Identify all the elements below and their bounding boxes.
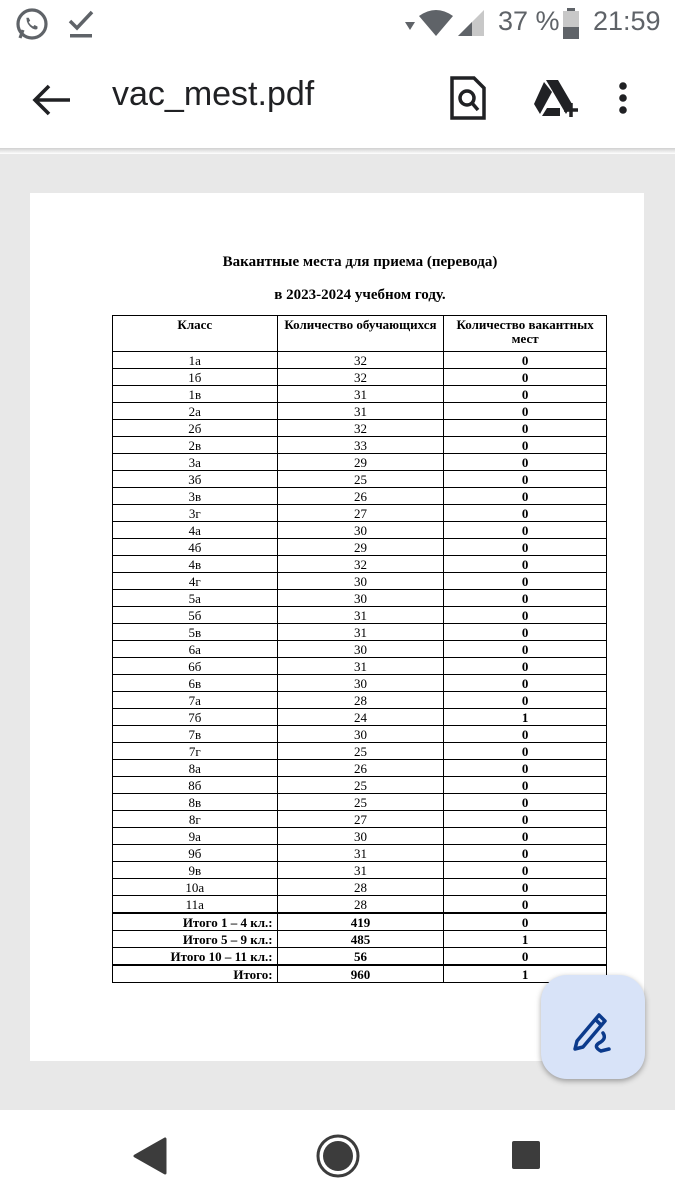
vacancies-cell: 0: [444, 539, 607, 556]
table-row: [113, 658, 607, 675]
class-cell: 1б: [113, 369, 278, 386]
vacancies-cell: 0: [444, 556, 607, 573]
edit-pen-icon: [541, 975, 645, 1079]
class-cell: 6б: [113, 658, 278, 675]
drive-add-icon[interactable]: [530, 72, 578, 124]
vacancies-cell: 0: [444, 760, 607, 777]
table-body: [113, 352, 607, 983]
vacancies-cell: 0: [444, 828, 607, 845]
class-cell: 8б: [113, 777, 278, 794]
document-title-line2: в 2023-2024 учебном году.: [274, 287, 446, 303]
class-cell: 8а: [113, 760, 278, 777]
total-students: 56: [277, 948, 444, 966]
class-cell: 4а: [113, 522, 278, 539]
total-label: Итого 5 – 9 кл.:: [113, 931, 278, 948]
students-cell: 32: [277, 420, 444, 437]
class-cell: 9в: [113, 862, 278, 879]
class-cell: 5б: [113, 607, 278, 624]
nav-recents-icon[interactable]: [510, 1139, 542, 1171]
table-row: [113, 437, 607, 454]
class-cell: 3б: [113, 471, 278, 488]
table-row: [113, 777, 607, 794]
table-row: [113, 488, 607, 505]
class-cell: 1а: [113, 352, 278, 369]
table-row: [113, 692, 607, 709]
vacancies-cell: 0: [444, 607, 607, 624]
annotate-fab[interactable]: [541, 975, 645, 1079]
vacancies-cell: 0: [444, 573, 607, 590]
total-students: 485: [277, 931, 444, 948]
table-row: [113, 590, 607, 607]
vacancies-cell: 0: [444, 505, 607, 522]
more-vert-icon[interactable]: [610, 72, 636, 124]
students-cell: 25: [277, 471, 444, 488]
table-row: [113, 828, 607, 845]
battery-percent: 37 %: [498, 6, 560, 36]
table-row: [113, 811, 607, 828]
whatsapp-icon: [14, 6, 50, 42]
table-row: [113, 607, 607, 624]
table-row: [113, 726, 607, 743]
students-cell: 31: [277, 403, 444, 420]
students-cell: 31: [277, 845, 444, 862]
class-cell: 5в: [113, 624, 278, 641]
vacancies-cell: 0: [444, 488, 607, 505]
vacancies-cell: 0: [444, 386, 607, 403]
cell-signal-icon: [456, 9, 486, 37]
students-cell: 24: [277, 709, 444, 726]
class-cell: 6а: [113, 641, 278, 658]
students-cell: 30: [277, 573, 444, 590]
students-cell: 25: [277, 794, 444, 811]
vacancies-cell: 0: [444, 726, 607, 743]
table-row: [113, 454, 607, 471]
battery-icon: [562, 8, 580, 40]
table-row: [113, 862, 607, 879]
class-cell: 11а: [113, 896, 278, 914]
students-cell: 32: [277, 556, 444, 573]
vacancies-cell: 0: [444, 437, 607, 454]
students-cell: 26: [277, 488, 444, 505]
total-vacancies: 0: [444, 948, 607, 966]
total-students: 419: [277, 913, 444, 931]
table-row: [113, 369, 607, 386]
class-cell: 4в: [113, 556, 278, 573]
vacancies-cell: 0: [444, 777, 607, 794]
table-row: [113, 471, 607, 488]
header-students: Количество обучающихся: [277, 316, 444, 352]
class-cell: 5а: [113, 590, 278, 607]
total-label: Итого:: [113, 965, 278, 983]
class-cell: 7б: [113, 709, 278, 726]
vacancies-cell: 0: [444, 522, 607, 539]
status-bar: [0, 0, 675, 48]
total-row: [113, 913, 607, 931]
vacancies-cell: 0: [444, 845, 607, 862]
class-cell: 3а: [113, 454, 278, 471]
students-cell: 30: [277, 522, 444, 539]
class-cell: 4г: [113, 573, 278, 590]
total-label: Итого 1 – 4 кл.:: [113, 913, 278, 931]
table-row: [113, 505, 607, 522]
table-row: [113, 420, 607, 437]
students-cell: 27: [277, 811, 444, 828]
table-row: [113, 794, 607, 811]
table-row: [113, 556, 607, 573]
wifi-icon: [418, 8, 454, 38]
table-row: [113, 539, 607, 556]
class-cell: 7г: [113, 743, 278, 760]
table-row: [113, 573, 607, 590]
table-row: [113, 879, 607, 896]
class-cell: 8г: [113, 811, 278, 828]
vacancies-cell: 0: [444, 403, 607, 420]
table-header-row: [113, 316, 607, 352]
total-vacancies: 1: [444, 965, 607, 983]
vacancies-cell: 0: [444, 420, 607, 437]
vacancies-cell: 0: [444, 369, 607, 386]
students-cell: 31: [277, 658, 444, 675]
file-title: vac_mest.pdf: [112, 75, 315, 113]
total-label: Итого 10 – 11 кл.:: [113, 948, 278, 966]
vacancies-table: [112, 315, 607, 983]
clock: 21:59: [593, 6, 661, 36]
download-done-icon: [66, 8, 96, 40]
vacancies-cell: 0: [444, 879, 607, 896]
table-row: [113, 896, 607, 914]
class-cell: 9б: [113, 845, 278, 862]
total-vacancies: 1: [444, 931, 607, 948]
students-cell: 30: [277, 590, 444, 607]
table-row: [113, 641, 607, 658]
students-cell: 32: [277, 369, 444, 386]
table-row: [113, 709, 607, 726]
students-cell: 25: [277, 743, 444, 760]
total-vacancies: 0: [444, 913, 607, 931]
back-arrow-icon[interactable]: [30, 80, 74, 120]
students-cell: 27: [277, 505, 444, 522]
students-cell: 30: [277, 726, 444, 743]
students-cell: 28: [277, 692, 444, 709]
class-cell: 6в: [113, 675, 278, 692]
students-cell: 28: [277, 879, 444, 896]
vacancies-cell: 0: [444, 454, 607, 471]
vacancies-cell: 0: [444, 743, 607, 760]
class-cell: 4б: [113, 539, 278, 556]
students-cell: 31: [277, 862, 444, 879]
class-cell: 7а: [113, 692, 278, 709]
vacancies-cell: 0: [444, 692, 607, 709]
vacancies-cell: 0: [444, 896, 607, 914]
students-cell: 31: [277, 607, 444, 624]
students-cell: 29: [277, 539, 444, 556]
total-row: [113, 965, 607, 983]
total-students: 960: [277, 965, 444, 983]
class-cell: 8в: [113, 794, 278, 811]
table-row: [113, 624, 607, 641]
document-title-line1: Вакантные места для приема (перевода): [222, 254, 498, 270]
vacancies-cell: 0: [444, 811, 607, 828]
vacancies-cell: 0: [444, 624, 607, 641]
students-cell: 30: [277, 828, 444, 845]
class-cell: 9а: [113, 828, 278, 845]
students-cell: 31: [277, 624, 444, 641]
table-row: [113, 403, 607, 420]
table-row: [113, 760, 607, 777]
students-cell: 30: [277, 641, 444, 658]
table-row: [113, 743, 607, 760]
header-class: Класс: [113, 316, 278, 352]
table-row: [113, 675, 607, 692]
vacancies-cell: 0: [444, 675, 607, 692]
total-row: [113, 931, 607, 948]
students-cell: 32: [277, 352, 444, 369]
class-cell: 2а: [113, 403, 278, 420]
table-row: [113, 845, 607, 862]
vacancies-cell: 0: [444, 658, 607, 675]
signal-arrow-icon: [404, 20, 416, 32]
class-cell: 1в: [113, 386, 278, 403]
vacancies-cell: 0: [444, 794, 607, 811]
class-cell: 10а: [113, 879, 278, 896]
students-cell: 30: [277, 675, 444, 692]
class-cell: 2в: [113, 437, 278, 454]
find-in-page-icon[interactable]: [444, 72, 492, 124]
vacancies-cell: 0: [444, 590, 607, 607]
table-row: [113, 352, 607, 369]
header-vacancies: Количество вакантных мест: [444, 316, 607, 352]
class-cell: 3г: [113, 505, 278, 522]
students-cell: 26: [277, 760, 444, 777]
class-cell: 2б: [113, 420, 278, 437]
students-cell: 31: [277, 386, 444, 403]
vacancies-cell: 0: [444, 352, 607, 369]
students-cell: 29: [277, 454, 444, 471]
nav-home-icon[interactable]: [315, 1133, 361, 1179]
students-cell: 25: [277, 777, 444, 794]
vacancies-cell: 0: [444, 641, 607, 658]
class-cell: 3в: [113, 488, 278, 505]
table-row: [113, 522, 607, 539]
class-cell: 7в: [113, 726, 278, 743]
table-row: [113, 386, 607, 403]
nav-back-icon[interactable]: [131, 1136, 169, 1176]
total-row: [113, 948, 607, 966]
vacancies-cell: 0: [444, 862, 607, 879]
students-cell: 28: [277, 896, 444, 914]
vacancies-cell: 0: [444, 471, 607, 488]
vacancies-cell: 1: [444, 709, 607, 726]
students-cell: 33: [277, 437, 444, 454]
